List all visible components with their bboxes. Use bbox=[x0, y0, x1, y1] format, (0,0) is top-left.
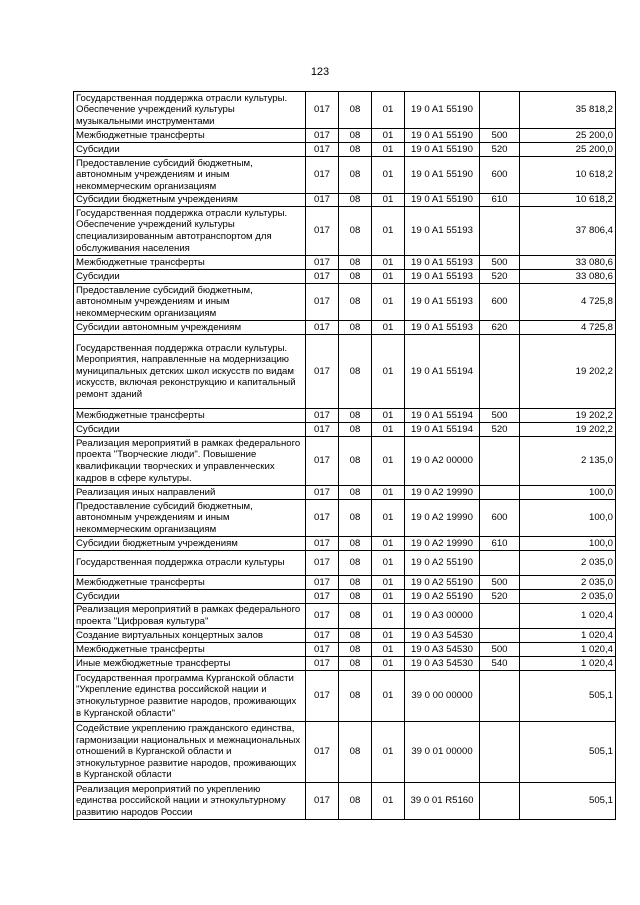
row-vr: 500 bbox=[480, 129, 520, 143]
row-pr: 01 bbox=[372, 409, 405, 423]
table-row bbox=[74, 207, 616, 256]
row-rz: 08 bbox=[339, 256, 372, 270]
row-vr: 500 bbox=[480, 643, 520, 657]
row-amount: 19 202,2 bbox=[520, 409, 616, 423]
row-name: Субсидии bbox=[74, 270, 306, 284]
table-row bbox=[74, 270, 616, 284]
row-name: Предоставление субсидий бюджетным, автономным учреждениям и иным некоммерческим организациям bbox=[74, 500, 306, 537]
row-ved: 017 bbox=[306, 92, 339, 129]
row-amount: 33 080,6 bbox=[520, 270, 616, 284]
row-vr: 500 bbox=[480, 256, 520, 270]
row-name: Предоставление субсидий бюджетным, автономным учреждениям и иным некоммерческим организациям bbox=[74, 157, 306, 194]
row-amount: 1 020,4 bbox=[520, 643, 616, 657]
row-pr: 01 bbox=[372, 207, 405, 256]
table-row bbox=[74, 783, 616, 820]
row-csr: 19 0 A3 54530 bbox=[405, 657, 480, 671]
row-csr: 19 0 A1 55193 bbox=[405, 270, 480, 284]
row-amount: 2 035,0 bbox=[520, 590, 616, 604]
row-csr: 19 0 A2 19990 bbox=[405, 486, 480, 500]
row-csr: 19 0 A2 55190 bbox=[405, 576, 480, 590]
row-name: Иные межбюджетные трансферты bbox=[74, 657, 306, 671]
row-pr: 01 bbox=[372, 783, 405, 820]
row-vr: 610 bbox=[480, 537, 520, 551]
row-ved: 017 bbox=[306, 604, 339, 629]
row-ved: 017 bbox=[306, 576, 339, 590]
table-row bbox=[74, 143, 616, 157]
row-csr: 39 0 01 R5160 bbox=[405, 783, 480, 820]
row-name: Государственная поддержка отрасли культуры. Обеспечение учреждений культуры музыкальными инструментами bbox=[74, 92, 306, 129]
row-name: Государственная программа Курганской области "Укрепление единства российской нации и этнокультурное развитие народов, проживающих в Курганской области" bbox=[74, 671, 306, 722]
row-csr: 19 0 A1 55193 bbox=[405, 207, 480, 256]
row-pr: 01 bbox=[372, 321, 405, 335]
row-ved: 017 bbox=[306, 321, 339, 335]
row-name: Реализация мероприятий в рамках федерального проекта "Цифровая культура" bbox=[74, 604, 306, 629]
row-amount: 19 202,2 bbox=[520, 335, 616, 409]
row-amount: 1 020,4 bbox=[520, 604, 616, 629]
row-ved: 017 bbox=[306, 537, 339, 551]
row-ved: 017 bbox=[306, 284, 339, 321]
row-rz: 08 bbox=[339, 409, 372, 423]
row-pr: 01 bbox=[372, 671, 405, 722]
row-name: Межбюджетные трансферты bbox=[74, 409, 306, 423]
row-vr bbox=[480, 92, 520, 129]
row-vr: 500 bbox=[480, 576, 520, 590]
row-ved: 017 bbox=[306, 629, 339, 643]
row-pr: 01 bbox=[372, 284, 405, 321]
row-pr: 01 bbox=[372, 129, 405, 143]
row-ved: 017 bbox=[306, 335, 339, 409]
row-amount: 1 020,4 bbox=[520, 629, 616, 643]
row-csr: 19 0 A1 55190 bbox=[405, 143, 480, 157]
row-amount: 35 818,2 bbox=[520, 92, 616, 129]
row-amount: 505,1 bbox=[520, 722, 616, 783]
table-row bbox=[74, 486, 616, 500]
row-ved: 017 bbox=[306, 437, 339, 486]
row-rz: 08 bbox=[339, 657, 372, 671]
row-rz: 08 bbox=[339, 157, 372, 194]
row-amount: 1 020,4 bbox=[520, 657, 616, 671]
row-ved: 017 bbox=[306, 643, 339, 657]
table-row bbox=[74, 576, 616, 590]
table-row bbox=[74, 500, 616, 537]
row-rz: 08 bbox=[339, 207, 372, 256]
row-amount: 100,0 bbox=[520, 500, 616, 537]
row-pr: 01 bbox=[372, 157, 405, 194]
row-amount: 100,0 bbox=[520, 537, 616, 551]
row-rz: 08 bbox=[339, 576, 372, 590]
table-row bbox=[74, 321, 616, 335]
row-vr: 600 bbox=[480, 157, 520, 194]
row-vr: 540 bbox=[480, 657, 520, 671]
row-rz: 08 bbox=[339, 551, 372, 576]
row-pr: 01 bbox=[372, 590, 405, 604]
row-ved: 017 bbox=[306, 671, 339, 722]
row-pr: 01 bbox=[372, 604, 405, 629]
row-amount: 33 080,6 bbox=[520, 256, 616, 270]
row-vr bbox=[480, 629, 520, 643]
table-row bbox=[74, 643, 616, 657]
row-name: Реализация мероприятий в рамках федерального проекта "Творческие люди". Повышение квалификации творческих и управленческих кадров в сфере культуры. bbox=[74, 437, 306, 486]
row-rz: 08 bbox=[339, 783, 372, 820]
row-vr bbox=[480, 207, 520, 256]
table-row bbox=[74, 590, 616, 604]
row-amount: 505,1 bbox=[520, 671, 616, 722]
row-amount: 2 035,0 bbox=[520, 551, 616, 576]
row-ved: 017 bbox=[306, 500, 339, 537]
row-name: Межбюджетные трансферты bbox=[74, 576, 306, 590]
row-ved: 017 bbox=[306, 270, 339, 284]
row-rz: 08 bbox=[339, 500, 372, 537]
row-vr bbox=[480, 783, 520, 820]
row-rz: 08 bbox=[339, 194, 372, 207]
row-name: Межбюджетные трансферты bbox=[74, 129, 306, 143]
row-ved: 017 bbox=[306, 143, 339, 157]
row-pr: 01 bbox=[372, 722, 405, 783]
table-row bbox=[74, 409, 616, 423]
row-csr: 19 0 A3 54530 bbox=[405, 643, 480, 657]
row-pr: 01 bbox=[372, 643, 405, 657]
row-vr bbox=[480, 722, 520, 783]
row-name: Содействие укреплению гражданского единства, гармонизации национальных и межнациональных отношений в Курганской области и этнокультурное развитие народов, проживающих в Курганской области bbox=[74, 722, 306, 783]
row-vr: 500 bbox=[480, 409, 520, 423]
row-vr: 610 bbox=[480, 194, 520, 207]
row-pr: 01 bbox=[372, 437, 405, 486]
row-pr: 01 bbox=[372, 629, 405, 643]
table-row bbox=[74, 256, 616, 270]
row-csr: 19 0 A1 55194 bbox=[405, 409, 480, 423]
row-amount: 25 200,0 bbox=[520, 143, 616, 157]
table-row bbox=[74, 284, 616, 321]
row-pr: 01 bbox=[372, 423, 405, 437]
row-rz: 08 bbox=[339, 643, 372, 657]
table-row bbox=[74, 722, 616, 783]
row-rz: 08 bbox=[339, 423, 372, 437]
row-amount: 100,0 bbox=[520, 486, 616, 500]
row-amount: 2 135,0 bbox=[520, 437, 616, 486]
row-vr bbox=[480, 486, 520, 500]
row-name: Субсидии bbox=[74, 143, 306, 157]
row-amount: 505,1 bbox=[520, 783, 616, 820]
row-csr: 19 0 A2 19990 bbox=[405, 500, 480, 537]
row-amount: 10 618,2 bbox=[520, 194, 616, 207]
row-vr: 520 bbox=[480, 423, 520, 437]
table-row bbox=[74, 537, 616, 551]
row-ved: 017 bbox=[306, 256, 339, 270]
row-ved: 017 bbox=[306, 129, 339, 143]
row-rz: 08 bbox=[339, 92, 372, 129]
row-amount: 4 725,8 bbox=[520, 284, 616, 321]
row-csr: 19 0 A1 55190 bbox=[405, 157, 480, 194]
row-ved: 017 bbox=[306, 409, 339, 423]
row-rz: 08 bbox=[339, 270, 372, 284]
row-csr: 39 0 00 00000 bbox=[405, 671, 480, 722]
row-rz: 08 bbox=[339, 284, 372, 321]
row-pr: 01 bbox=[372, 143, 405, 157]
row-ved: 017 bbox=[306, 194, 339, 207]
row-ved: 017 bbox=[306, 157, 339, 194]
table-row bbox=[74, 629, 616, 643]
row-ved: 017 bbox=[306, 423, 339, 437]
table-row bbox=[74, 604, 616, 629]
row-ved: 017 bbox=[306, 551, 339, 576]
row-pr: 01 bbox=[372, 486, 405, 500]
row-rz: 08 bbox=[339, 629, 372, 643]
table-row bbox=[74, 157, 616, 194]
table-row bbox=[74, 671, 616, 722]
row-name: Субсидии автономным учреждениям bbox=[74, 321, 306, 335]
row-name: Государственная поддержка отрасли культуры bbox=[74, 551, 306, 576]
row-pr: 01 bbox=[372, 551, 405, 576]
row-ved: 017 bbox=[306, 722, 339, 783]
table-row bbox=[74, 335, 616, 409]
row-name: Предоставление субсидий бюджетным, автономным учреждениям и иным некоммерческим организациям bbox=[74, 284, 306, 321]
table-row bbox=[74, 437, 616, 486]
row-name: Субсидии bbox=[74, 590, 306, 604]
row-name: Межбюджетные трансферты bbox=[74, 256, 306, 270]
row-pr: 01 bbox=[372, 657, 405, 671]
row-csr: 19 0 A2 19990 bbox=[405, 537, 480, 551]
table-row bbox=[74, 92, 616, 129]
row-csr: 19 0 A2 55190 bbox=[405, 590, 480, 604]
row-vr bbox=[480, 551, 520, 576]
row-csr: 19 0 A3 54530 bbox=[405, 629, 480, 643]
row-rz: 08 bbox=[339, 590, 372, 604]
row-csr: 19 0 A1 55193 bbox=[405, 321, 480, 335]
row-name: Субсидии бюджетным учреждениям bbox=[74, 537, 306, 551]
row-vr: 520 bbox=[480, 270, 520, 284]
row-name: Реализация мероприятий по укреплению единства российской нации и этнокультурному развитию народов России bbox=[74, 783, 306, 820]
row-vr bbox=[480, 604, 520, 629]
row-ved: 017 bbox=[306, 486, 339, 500]
row-rz: 08 bbox=[339, 335, 372, 409]
row-csr: 19 0 A1 55190 bbox=[405, 92, 480, 129]
row-amount: 19 202,2 bbox=[520, 423, 616, 437]
row-pr: 01 bbox=[372, 92, 405, 129]
row-rz: 08 bbox=[339, 437, 372, 486]
row-amount: 25 200,0 bbox=[520, 129, 616, 143]
row-csr: 19 0 A1 55194 bbox=[405, 423, 480, 437]
row-csr: 19 0 A1 55190 bbox=[405, 129, 480, 143]
row-csr: 19 0 A1 55194 bbox=[405, 335, 480, 409]
row-amount: 4 725,8 bbox=[520, 321, 616, 335]
row-csr: 19 0 A1 55193 bbox=[405, 284, 480, 321]
row-rz: 08 bbox=[339, 486, 372, 500]
row-amount: 2 035,0 bbox=[520, 576, 616, 590]
row-amount: 37 806,4 bbox=[520, 207, 616, 256]
row-pr: 01 bbox=[372, 270, 405, 284]
row-pr: 01 bbox=[372, 194, 405, 207]
row-pr: 01 bbox=[372, 256, 405, 270]
row-csr: 19 0 A3 00000 bbox=[405, 604, 480, 629]
row-amount: 10 618,2 bbox=[520, 157, 616, 194]
page-number: 123 bbox=[310, 66, 330, 78]
row-ved: 017 bbox=[306, 783, 339, 820]
row-rz: 08 bbox=[339, 129, 372, 143]
row-pr: 01 bbox=[372, 537, 405, 551]
row-rz: 08 bbox=[339, 604, 372, 629]
row-vr: 520 bbox=[480, 143, 520, 157]
row-pr: 01 bbox=[372, 576, 405, 590]
row-name: Субсидии бюджетным учреждениям bbox=[74, 194, 306, 207]
row-vr: 600 bbox=[480, 500, 520, 537]
row-name: Государственная поддержка отрасли культуры. Обеспечение учреждений культуры специализированным автотранспортом для обслуживания населения bbox=[74, 207, 306, 256]
row-vr bbox=[480, 335, 520, 409]
table-row bbox=[74, 657, 616, 671]
row-name: Реализация иных направлений bbox=[74, 486, 306, 500]
row-name: Межбюджетные трансферты bbox=[74, 643, 306, 657]
row-rz: 08 bbox=[339, 671, 372, 722]
row-name: Создание виртуальных концертных залов bbox=[74, 629, 306, 643]
row-csr: 19 0 A2 00000 bbox=[405, 437, 480, 486]
row-ved: 017 bbox=[306, 657, 339, 671]
row-name: Субсидии bbox=[74, 423, 306, 437]
row-pr: 01 bbox=[372, 335, 405, 409]
row-vr: 520 bbox=[480, 590, 520, 604]
row-csr: 39 0 01 00000 bbox=[405, 722, 480, 783]
table-row bbox=[74, 129, 616, 143]
table-row bbox=[74, 551, 616, 576]
table-row bbox=[74, 194, 616, 207]
row-ved: 017 bbox=[306, 590, 339, 604]
row-vr bbox=[480, 671, 520, 722]
row-vr bbox=[480, 437, 520, 486]
row-csr: 19 0 A1 55193 bbox=[405, 256, 480, 270]
row-ved: 017 bbox=[306, 207, 339, 256]
row-vr: 600 bbox=[480, 284, 520, 321]
row-rz: 08 bbox=[339, 321, 372, 335]
row-rz: 08 bbox=[339, 722, 372, 783]
row-name: Государственная поддержка отрасли культуры. Мероприятия, направленные на модернизацию муниципальных детских школ искусств по видам искусств, включая реконструкцию и капитальный ремонт зданий bbox=[74, 335, 306, 409]
row-csr: 19 0 A1 55190 bbox=[405, 194, 480, 207]
row-rz: 08 bbox=[339, 537, 372, 551]
row-pr: 01 bbox=[372, 500, 405, 537]
table-row bbox=[74, 423, 616, 437]
row-rz: 08 bbox=[339, 143, 372, 157]
row-vr: 620 bbox=[480, 321, 520, 335]
row-csr: 19 0 A2 55190 bbox=[405, 551, 480, 576]
budget-table bbox=[73, 91, 616, 820]
